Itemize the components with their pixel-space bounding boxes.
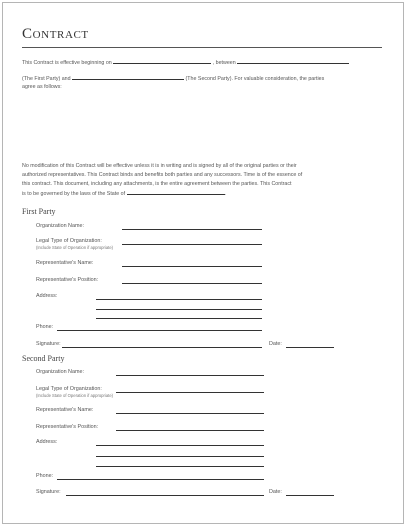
governing-state-field[interactable] [127, 189, 225, 195]
second-party-rep-name-label: Representative's Name: [36, 407, 94, 413]
first-party-signature-label: Signature: [36, 341, 61, 347]
second-party-address-field-3[interactable] [96, 466, 264, 467]
second-party-phone-field[interactable] [57, 479, 264, 480]
first-party-org-type-field[interactable] [122, 244, 262, 245]
clause-line-3: this contract. This document, including any attachments, is the entire agreement between the parties. This Contract [22, 181, 292, 187]
second-party-rep-position-label: Representative's Position: [36, 424, 99, 430]
second-party-org-type-field[interactable] [116, 392, 264, 393]
intro-between-text: , between [212, 60, 236, 66]
first-party-heading: First Party [22, 207, 56, 216]
first-party-address-field-1[interactable] [96, 299, 262, 300]
second-party-signature-label: Signature: [36, 489, 61, 495]
intro-second-party-text: (The Second Party). For valuable consideration, the parties [185, 76, 325, 82]
document-title: Contract [22, 26, 89, 42]
second-party-heading: Second Party [22, 354, 65, 363]
clause-state-text: is to be governed by the laws of the State of [22, 191, 126, 197]
second-party-phone-label: Phone: [36, 473, 54, 479]
intro-line-1 [22, 58, 349, 69]
title-divider [22, 47, 382, 48]
second-party-address-label: Address: [36, 439, 58, 445]
first-party-org-type-label: Legal Type of Organization: [36, 238, 102, 244]
second-party-address-field-1[interactable] [96, 445, 264, 446]
second-party-org-name-label: Organization Name: [36, 369, 84, 375]
first-party-rep-name-label: Representative's Name: [36, 260, 94, 266]
intro-line-2 [22, 74, 324, 85]
second-party-rep-name-field[interactable] [116, 413, 264, 414]
second-party-date-field[interactable] [286, 495, 334, 496]
second-party-address-field-2[interactable] [96, 456, 264, 457]
first-party-name-field[interactable] [237, 58, 349, 64]
first-party-signature-field[interactable] [62, 347, 262, 348]
first-party-rep-position-field[interactable] [122, 283, 262, 284]
second-party-date-label: Date: [269, 489, 282, 495]
first-party-address-field-2[interactable] [96, 309, 262, 310]
second-party-org-type-label: Legal Type of Organization: [36, 386, 102, 392]
first-party-rep-name-field[interactable] [122, 266, 262, 267]
clause-line-2: authorized representatives. This Contract binds and benefits both parties and any successors. Time is of the essence of [22, 172, 303, 178]
first-party-address-field-3[interactable] [96, 318, 262, 319]
second-party-org-name-field[interactable] [116, 375, 264, 376]
intro-first-party-text: (The First Party) and [22, 76, 71, 82]
first-party-address-label: Address: [36, 293, 58, 299]
first-party-date-field[interactable] [286, 347, 334, 348]
second-party-name-field[interactable] [72, 74, 184, 80]
clause-line-1: No modification of this Contract will be effective unless it is in writing and is signed by all of the original parties or their [22, 163, 297, 169]
second-party-org-type-note: (Include State of Operation if appropriate) [36, 393, 114, 398]
first-party-phone-field[interactable] [57, 330, 262, 331]
clause-line-4: is to be governed by the laws of the State of . [22, 191, 227, 197]
second-party-signature-field[interactable] [66, 495, 264, 496]
first-party-date-label: Date: [269, 341, 282, 347]
first-party-org-name-field[interactable] [122, 229, 262, 230]
intro-line-3: agree as follows: [22, 84, 62, 90]
intro-effective-text: This Contract is effective beginning on [22, 60, 112, 66]
first-party-phone-label: Phone: [36, 324, 54, 330]
first-party-org-type-note: (Include State of Operation if appropriate) [36, 245, 114, 250]
first-party-rep-position-label: Representative's Position: [36, 277, 99, 283]
first-party-org-name-label: Organization Name: [36, 223, 84, 229]
effective-date-field[interactable] [113, 58, 211, 64]
second-party-rep-position-field[interactable] [116, 430, 264, 431]
